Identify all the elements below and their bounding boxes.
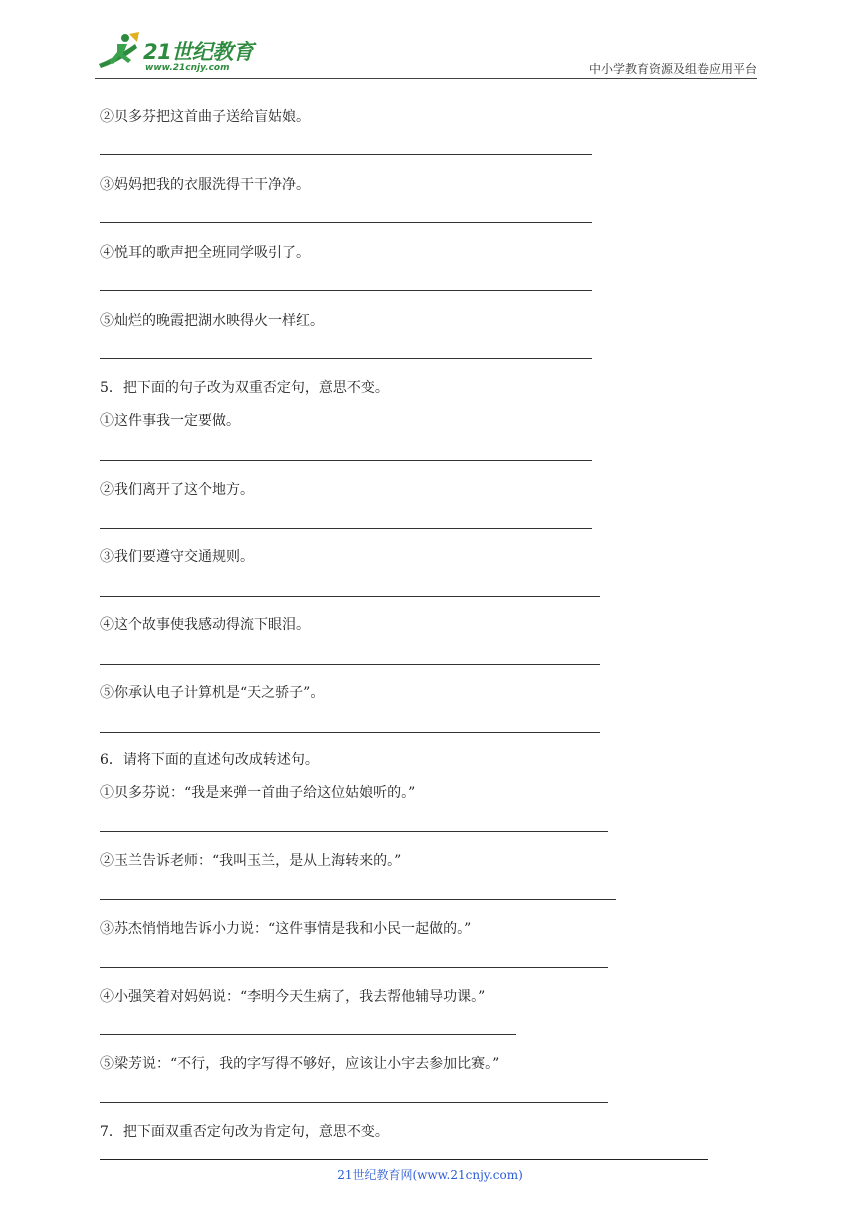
answer-line[interactable] <box>100 967 608 968</box>
site-logo <box>95 30 265 76</box>
item-text: ①贝多芬说：“我是来弹一首曲子给这位姑娘听的。” <box>100 785 416 801</box>
question-title: 7．把下面双重否定句改为肯定句，意思不变。 <box>100 1124 389 1140</box>
answer-line[interactable] <box>100 460 592 461</box>
item-text: ②贝多芬把这首曲子送给盲姑娘。 <box>100 109 310 125</box>
item-text: ②玉兰告诉老师：“我叫玉兰，是从上海转来的。” <box>100 853 402 869</box>
runner-logo-icon <box>95 30 141 76</box>
answer-line[interactable] <box>100 154 592 155</box>
answer-line[interactable] <box>100 1102 608 1103</box>
item-text: ⑤灿烂的晚霞把湖水映得火一样红。 <box>100 313 324 329</box>
item-text: ②我们离开了这个地方。 <box>100 482 254 498</box>
footer-divider <box>100 1159 708 1160</box>
answer-line[interactable] <box>100 596 600 597</box>
logo-text: 21世纪教育 <box>143 40 254 64</box>
footer-link[interactable]: 21世纪教育网(www.21cnjy.com) <box>337 1168 523 1182</box>
answer-line[interactable] <box>100 899 616 900</box>
logo-url: www.21cnjy.com <box>145 63 230 73</box>
item-text: ③苏杰悄悄地告诉小力说：“这件事情是我和小民一起做的。” <box>100 921 472 937</box>
page-header <box>95 30 757 79</box>
item-text: ④悦耳的歌声把全班同学吸引了。 <box>100 245 310 261</box>
answer-line[interactable] <box>100 732 600 733</box>
question-title: 5．把下面的句子改为双重否定句，意思不变。 <box>100 380 389 396</box>
answer-line[interactable] <box>100 664 600 665</box>
answer-line[interactable] <box>100 222 592 223</box>
answer-line[interactable] <box>100 831 608 832</box>
item-text: ③我们要遵守交通规则。 <box>100 549 254 565</box>
item-text: ③妈妈把我的衣服洗得干干净净。 <box>100 177 310 193</box>
item-text: ④小强笑着对妈妈说：“李明今天生病了，我去帮他辅导功课。” <box>100 989 486 1005</box>
answer-line[interactable] <box>100 358 592 359</box>
question-title: 6．请将下面的直述句改成转述句。 <box>100 752 319 768</box>
answer-line[interactable] <box>100 1034 516 1035</box>
answer-line[interactable] <box>100 290 592 291</box>
platform-label: 中小学教育资源及组卷应用平台 <box>588 62 757 76</box>
item-text: ①这件事我一定要做。 <box>100 413 240 429</box>
item-text: ⑤梁芳说：“不行，我的字写得不够好，应该让小宇去参加比赛。” <box>100 1056 500 1072</box>
answer-line[interactable] <box>100 528 592 529</box>
item-text: ⑤你承认电子计算机是“天之骄子”。 <box>100 685 325 701</box>
item-text: ④这个故事使我感动得流下眼泪。 <box>100 617 310 633</box>
